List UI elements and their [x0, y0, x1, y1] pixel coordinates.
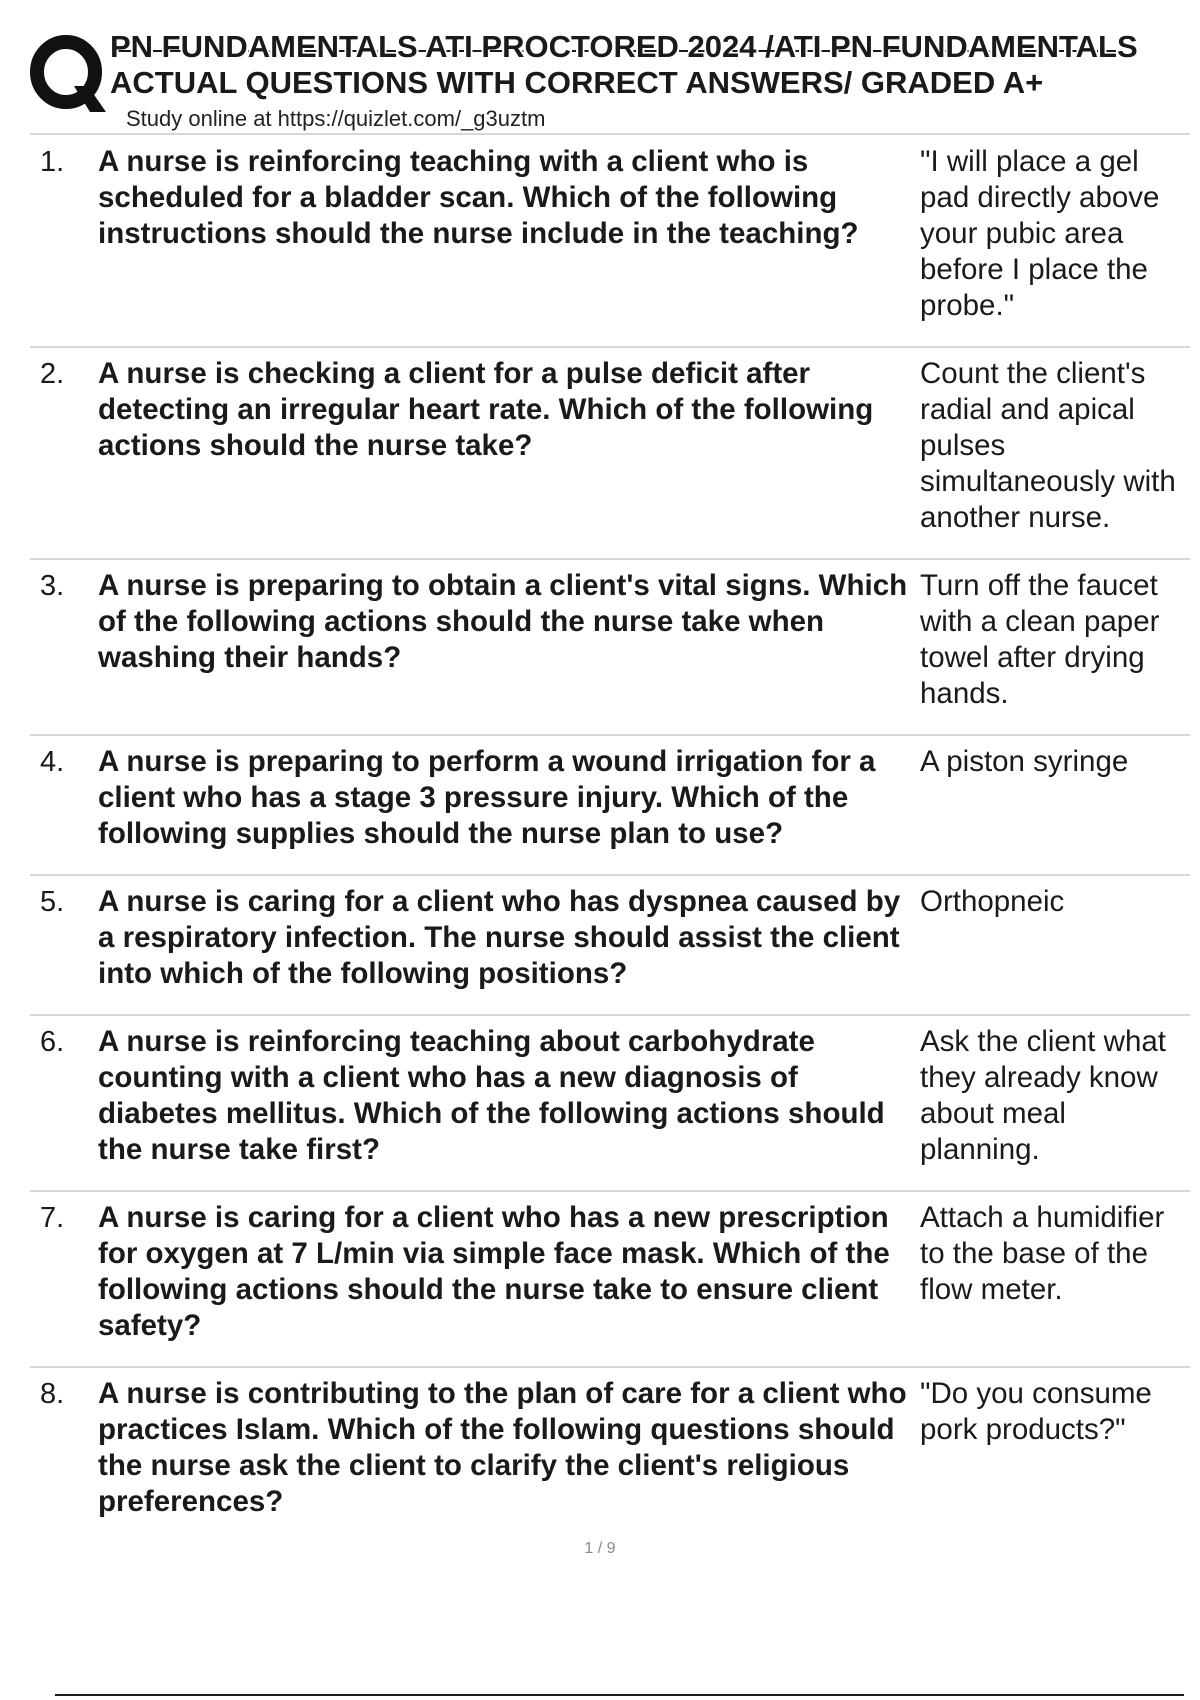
answer-text: Attach a humidifier to the base of the flow meter.	[920, 1201, 1165, 1306]
footer-divider	[55, 1694, 1184, 1696]
answer-text: Orthopneic	[920, 885, 1065, 918]
question-number: 8.	[40, 1378, 65, 1410]
question-number: 5.	[40, 886, 65, 918]
document-title-line-1: PN FUNDAMENTALS ATI PROCTORED 2024 /ATI PN FUNDAMENTALS	[110, 29, 1138, 62]
answer-text: "Do you consume pork products?"	[920, 1377, 1152, 1446]
answer-text: A piston syringe	[920, 745, 1129, 778]
question-list	[30, 136, 1190, 1542]
question-item	[30, 1192, 1190, 1368]
page-indicator: 1 / 9	[584, 1540, 616, 1557]
question-text: A nurse is checking a client for a pulse deficit after detecting an irregular heart rate. Which of the following actions should the nurse take?	[98, 357, 874, 462]
question-item	[30, 736, 1190, 876]
question-text: A nurse is caring for a client who has a new prescription for oxygen at 7 L/min via simple face mask. Which of the following actions should the nurse take to ensure client safety?	[98, 1201, 890, 1342]
question-text: A nurse is preparing to obtain a client's vital signs. Which of the following actions should the nurse take when washing their hands?	[98, 569, 908, 674]
question-text: A nurse is caring for a client who has dyspnea caused by a respiratory infection. The nurse should assist the client into which of the following positions?	[98, 885, 901, 990]
question-number: 6.	[40, 1026, 65, 1058]
quizlet-q-logo-icon	[30, 32, 106, 114]
question-number: 3.	[40, 570, 65, 602]
answer-text: Turn off the faucet with a clean paper towel after drying hands.	[920, 569, 1160, 710]
question-item	[30, 1016, 1190, 1192]
document-title-line-2: ACTUAL QUESTIONS WITH CORRECT ANSWERS/ GRADED A+	[110, 65, 1044, 100]
header-divider	[30, 133, 1190, 135]
answer-text: Count the client's radial and apical pulses simultaneously with another nurse.	[920, 357, 1176, 534]
question-item	[30, 1368, 1190, 1542]
question-item	[30, 560, 1190, 736]
question-number: 1.	[40, 146, 65, 178]
question-text: A nurse is preparing to perform a wound irrigation for a client who has a stage 3 pressure injury. Which of the following supplies should the nurse plan to use?	[98, 745, 876, 850]
question-item	[30, 876, 1190, 1016]
question-number: 7.	[40, 1202, 65, 1234]
question-text: A nurse is reinforcing teaching about carbohydrate counting with a client who has a new diagnosis of diabetes mellitus. Which of the following actions should the nurse take first?	[98, 1025, 885, 1166]
question-number: 2.	[40, 358, 65, 390]
answer-text: Ask the client what they already know about meal planning.	[920, 1025, 1166, 1166]
question-item	[30, 348, 1190, 560]
question-text: A nurse is reinforcing teaching with a client who is scheduled for a bladder scan. Which of the following instructions should the nurse include in the teaching?	[98, 145, 859, 250]
question-text: A nurse is contributing to the plan of care for a client who practices Islam. Which of the following questions should the nurse ask the client to clarify the client's religious preferences?	[98, 1377, 907, 1518]
study-online-link[interactable]: Study online at https://quizlet.com/_g3uztm	[126, 106, 546, 131]
question-item	[30, 136, 1190, 348]
answer-text: "I will place a gel pad directly above your pubic area before I place the probe."	[920, 145, 1160, 322]
question-number: 4.	[40, 746, 65, 778]
